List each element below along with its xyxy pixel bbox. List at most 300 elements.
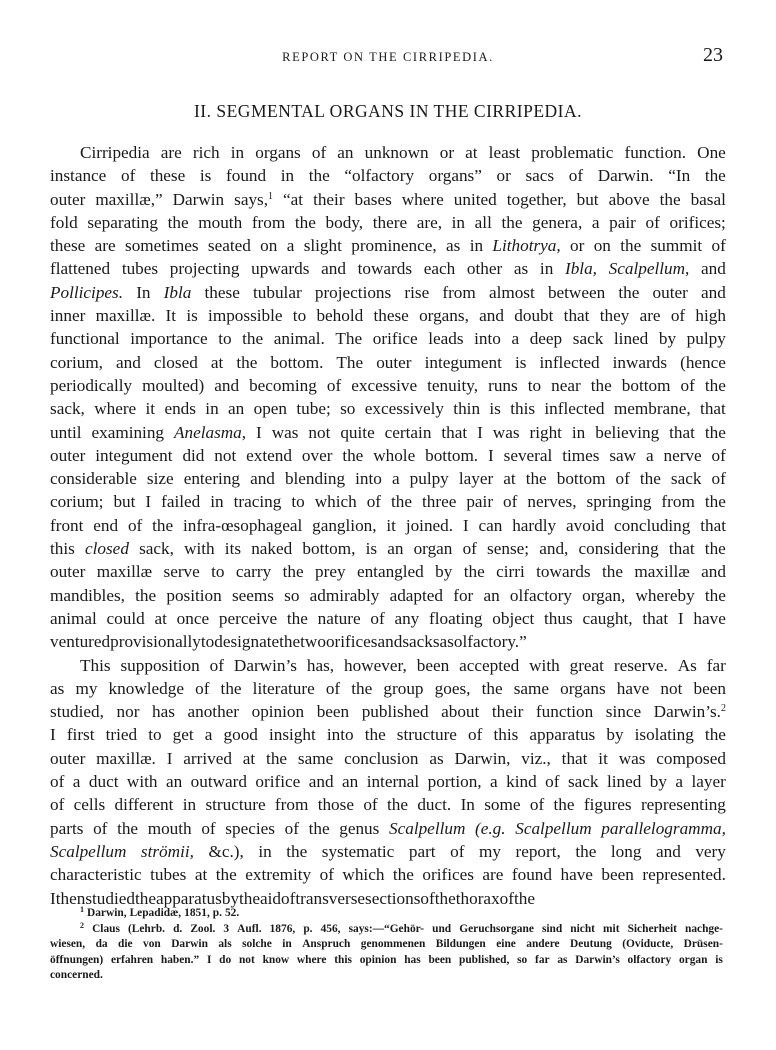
word: cirri [496,562,525,582]
text-line [50,677,726,700]
word: but [576,189,599,209]
word: organs, [419,306,469,326]
word: of [120,166,136,186]
text-line [50,747,726,770]
word: united [453,189,497,209]
word: Ibla [163,282,192,302]
word: von [143,938,161,950]
word: great [569,655,604,675]
text-line [50,141,726,164]
word: this [510,399,536,419]
word: is [514,352,527,372]
word: Lithotrya, [492,236,561,256]
word: goes, [434,678,471,698]
word: the [308,166,330,186]
word: Bildungen [435,938,486,950]
word: sacks [402,632,440,652]
word: believing [595,422,660,442]
word: outer [652,282,688,302]
word: object [492,608,535,628]
word: position [166,585,222,605]
word: between [547,282,606,302]
word: represented. [642,865,726,885]
word: und [432,922,452,935]
word: olfactory [627,953,672,966]
word: the [481,678,503,698]
word: their [491,702,524,722]
word: 456, [320,922,341,935]
text-line [50,770,726,793]
text-line [50,351,726,374]
word: and [116,352,141,372]
word: orifices [422,865,474,885]
text-line [50,817,726,840]
word: extremity [245,865,312,885]
word: systematic [321,841,395,861]
word: basal [690,189,726,209]
word: that [700,399,726,419]
word: an [483,585,500,605]
word: arrived [183,748,232,768]
word: know [262,953,290,966]
word: function [535,702,594,722]
word: Darwin’s [233,655,297,675]
word: to [200,632,215,652]
word: of [450,841,465,861]
word: thus [544,608,573,628]
word: the [639,469,661,489]
word: p. [212,907,222,919]
word: has [404,953,421,966]
word: hardly [512,515,557,535]
word: of [420,888,435,908]
word: layer [458,469,494,489]
word: an [228,399,245,419]
word: could [106,608,145,628]
word: my [478,841,501,861]
word: considering [578,539,659,559]
word: supposition [120,655,200,675]
text-line [50,281,726,304]
word: as [557,953,568,966]
word: concluding [614,515,691,535]
text-line [50,700,726,723]
word: once [176,608,210,628]
word: right [529,422,562,442]
word: organ [413,539,453,559]
word: serve [163,562,200,582]
word: and [655,841,681,861]
word: parallelogramma, [601,818,726,838]
word: of [326,375,342,395]
word: there [372,212,408,232]
word: leads [428,329,464,349]
word: Darwin’s [575,953,620,966]
word: orifices [325,632,378,652]
word: slight [303,236,342,256]
word: bottom. [270,352,324,372]
word: the [463,562,485,582]
text-line [50,937,726,953]
word: to [211,562,225,582]
word: with [126,772,158,792]
word: thorax [455,888,500,908]
word: lined [606,772,642,792]
word: fold [50,212,78,232]
word: inwards [612,352,668,372]
word: in [451,212,466,232]
word: the [236,352,258,372]
word: extend [246,445,292,465]
word: ganglion, [312,515,377,535]
word: same [513,678,550,698]
word: same [297,748,334,768]
word: Sicherheit [627,922,677,935]
word: genus [339,818,380,838]
word: Aufl. [237,922,262,935]
word: die [118,938,133,950]
word: and [377,632,403,652]
word: in [258,841,272,861]
word: on [593,236,611,256]
word: since [605,702,642,722]
word: do [219,953,232,966]
word: that [669,422,695,442]
running-head [0,44,776,68]
word: the [704,725,726,745]
word: &c.), [208,841,244,861]
word: corium; [50,492,104,512]
word: of [319,865,334,885]
word: the [704,492,726,512]
word: group [383,678,424,698]
word: literature [252,678,315,698]
word: In [460,795,475,815]
word: into [474,329,501,349]
word: these [373,306,409,326]
word: these [204,282,240,302]
footnote-ref[interactable]: 1 [268,190,274,202]
word: almost [488,282,535,302]
word: prey [315,562,346,582]
text-line [50,723,726,746]
word: they [599,306,630,326]
word: blending [284,469,346,489]
word: characteristic [50,865,142,885]
word: “In [668,166,691,186]
word: and [479,306,504,326]
word: tubes [121,259,159,279]
word: as [429,748,444,768]
word: isolating [634,725,694,745]
word: flattened [50,259,111,279]
word: high [695,306,726,326]
word: found [226,166,267,186]
body-text [50,141,726,910]
word: of [50,772,65,792]
word: not [308,422,331,442]
word: summit [650,236,703,256]
word: towards [536,562,591,582]
word: andere [526,938,560,950]
word: it [145,399,156,419]
word: nerve [663,445,702,465]
word: projecting [169,259,240,279]
word: representing [640,795,726,815]
word: body, [325,212,364,232]
word: was [271,422,299,442]
word: been [316,702,350,722]
word: One [697,143,726,162]
word: opinion [251,702,305,722]
footnote [50,906,726,922]
word: As [677,655,697,675]
word: so [284,585,300,605]
word: a [391,469,400,489]
word: olfactory [509,585,572,605]
word: Zool. [190,922,216,935]
word: so [517,953,528,966]
word: maxillæ. [95,306,156,326]
word: of [711,469,726,489]
page-number: 23 [703,44,723,66]
word: caught, [582,608,633,628]
text-line [50,560,726,583]
word: are [639,306,661,326]
word: upwards [251,259,310,279]
footnote-marker: 1 [80,905,84,914]
word: a [204,725,213,745]
word: mandibles, [50,585,125,605]
text-line [50,257,726,280]
word: very [695,841,726,861]
word: d. [173,922,183,935]
word: of [529,795,545,815]
word: that [642,608,669,628]
word: I [677,608,684,628]
word: pair [609,212,636,232]
word: been [601,865,634,885]
word: of [670,306,686,326]
word: sack, [50,399,85,419]
word: kind [506,772,537,792]
word: however, [344,655,407,675]
word: Deutung [570,938,612,950]
word: of [127,515,143,535]
word: mit [603,922,620,935]
word: instance [50,166,107,186]
word: of [680,375,695,395]
word: sacs [525,166,555,186]
word: some [484,795,521,815]
word: which [314,492,357,512]
word: or [439,143,455,162]
word: species [225,818,275,838]
word: Geruchsorgane [459,922,534,935]
word: together, [506,189,567,209]
text-line [50,654,726,677]
word: of [209,655,224,675]
word: functional [50,329,120,349]
word: says,$^1$ [234,189,274,209]
word: closed [85,539,129,559]
word: the [308,818,330,838]
word: where [94,399,137,419]
word: I [166,748,173,768]
word: rise [404,282,430,302]
word: perceive [218,608,278,628]
word: into [355,469,382,489]
word: the [391,492,412,512]
word: with [184,539,215,559]
word: pulpy [409,469,449,489]
word: sind [541,922,563,935]
text-line [50,490,726,513]
word: excessively [364,399,444,419]
word: and [701,562,726,582]
word: outer [50,748,86,768]
word: is [186,306,198,326]
word: from [251,212,286,232]
word: over [301,445,333,465]
word: of [468,725,483,745]
word: Pollicipes. [50,282,124,302]
word: Darwin, [454,748,511,768]
word: whole [373,445,416,465]
word: strömii, [140,841,194,861]
word: duct. [417,795,452,815]
word: aid [260,888,282,908]
footnotes [50,906,726,984]
word: found [511,865,552,885]
word: was [618,748,646,768]
word: The [336,352,364,372]
word: outer [50,189,86,209]
word: into [326,725,354,745]
word: been [428,953,452,966]
word: are, [416,212,443,232]
word: tubes [150,865,187,885]
word: thin [453,399,481,419]
word: tried [105,725,138,745]
word: where [401,189,444,209]
text-line [50,968,726,984]
word: Lepadidæ, [129,907,182,919]
section-title: II. SEGMENTAL ORGANS IN THE CIRRIPEDIA. [193,101,583,121]
word: saw [609,445,637,465]
word: these [50,236,86,256]
word: but [113,492,136,512]
word: can [478,515,503,535]
word: moulted) [142,375,205,395]
word: a [72,772,81,792]
word: tracing [233,492,282,512]
word: published [361,702,429,722]
word: get [172,725,194,745]
word: by [221,888,240,908]
word: accepted [459,655,520,675]
word: mouth [147,818,192,838]
word: tenuity, [427,375,479,395]
word: an [387,539,404,559]
word: organs” [428,166,482,186]
word: in [469,236,484,256]
word: Scalpellum [50,841,127,861]
word: and, [539,539,569,559]
word: of [711,445,726,465]
word: Darwin’s.$^2$ [653,702,726,722]
word: the [525,469,547,489]
word: the [501,212,523,232]
word: floating [429,608,483,628]
word: solche [242,938,272,950]
word: is [199,166,212,186]
word: avoid [565,515,605,535]
word: those [317,795,354,815]
word: admirably [309,585,380,605]
word: end [93,515,119,535]
word: several [503,445,553,465]
word: the [620,236,642,256]
word: Scalpellum [389,818,466,838]
word: the [135,585,157,605]
word: transverse [295,888,366,908]
word: structure [396,725,457,745]
word: which [342,865,385,885]
text-line [50,607,726,630]
word: not [214,445,237,465]
word: of [711,236,726,256]
word: joined. [405,515,454,535]
word: in [571,422,586,442]
word: 3 [223,922,230,935]
word: The [335,329,363,349]
word: Claus [92,922,120,935]
word: and [701,282,726,302]
word: from [274,795,309,815]
word: in [282,938,292,950]
word: in [205,399,219,419]
word: tubular [253,282,302,302]
word: have [693,608,726,628]
word: the [364,725,386,745]
word: by [435,562,453,582]
word: organs [255,143,301,162]
word: function. [624,143,687,162]
word: its [224,539,242,559]
word: This [80,655,111,675]
word: of [462,539,477,559]
word: is [489,399,501,419]
word: until [50,422,82,442]
word: open [253,399,288,419]
word: ends [164,399,196,419]
word: at [194,865,208,885]
word: the [220,678,242,698]
word: an [342,772,359,792]
word: of [370,608,385,628]
word: the [286,841,308,861]
word: the [392,865,414,885]
footnote-ref[interactable]: 2 [720,703,726,715]
word: the [294,212,316,232]
word: first [66,725,95,745]
word: was [492,422,520,442]
word: to [527,375,542,395]
word: öffnungen) [50,953,104,966]
word: the [514,888,535,908]
text-line [50,467,726,490]
